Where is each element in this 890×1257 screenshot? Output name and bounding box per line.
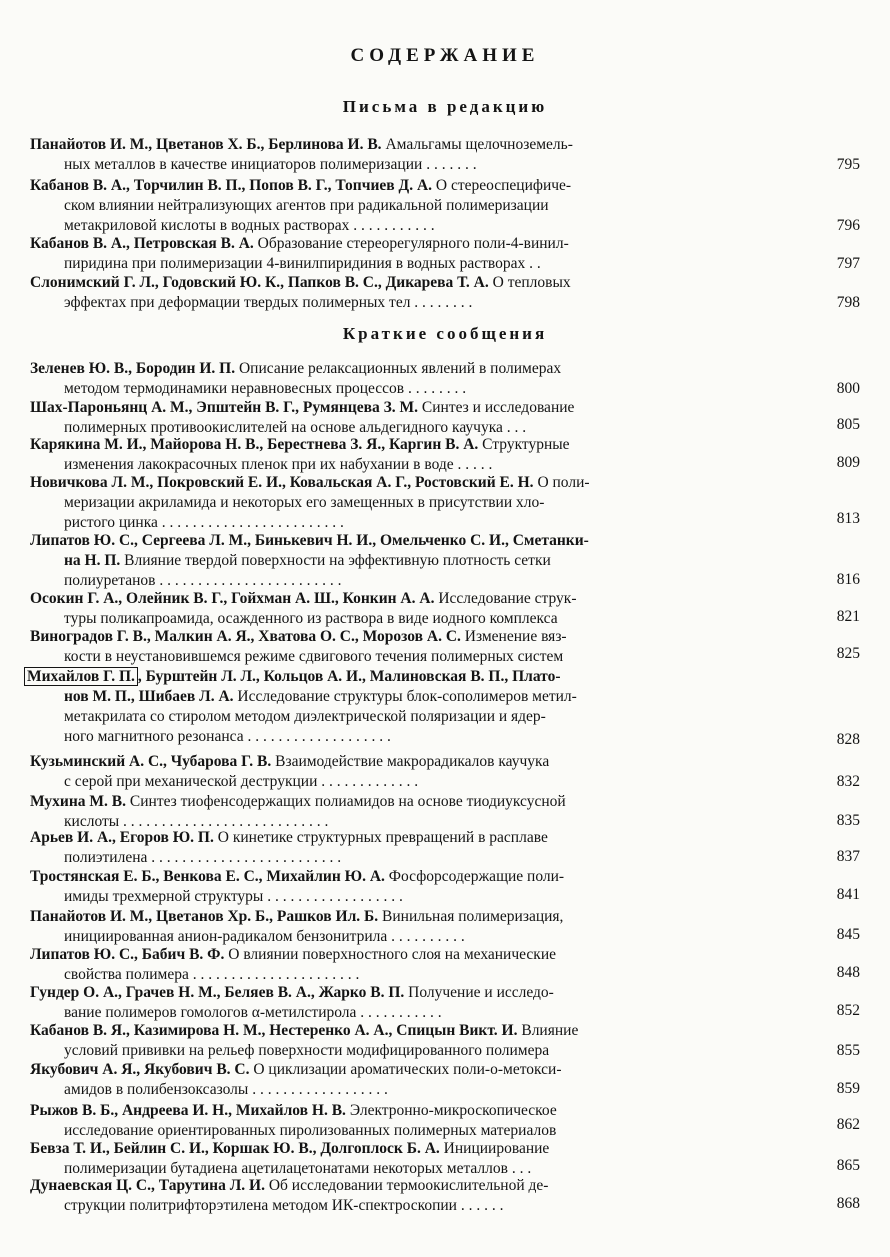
entry-authors: Слонимский Г. Л., Годовский Ю. К., Папков В. С., Дикарева Т. А. <box>30 274 489 291</box>
entry-authors: Мухина М. В. <box>30 793 127 810</box>
entry-page-number: 809 <box>836 454 860 471</box>
entry-title: Получение и исследо- <box>404 984 554 1001</box>
entry-page-number: 848 <box>836 964 860 981</box>
entry-authors: Гундер О. А., Грачев Н. М., Беляев В. А., Жарко В. П. <box>30 984 405 1001</box>
entry-page-number: 805 <box>836 416 860 433</box>
entry-title: Фосфорсодержащие поли- <box>384 868 565 885</box>
entry-page-number: 795 <box>836 156 860 173</box>
entry-page-number: 800 <box>836 380 860 397</box>
entry-page-number: 841 <box>836 886 860 903</box>
entry-title: Изменение вяз- <box>460 628 567 645</box>
entry-title-cont: вание полимеров гомологов α-метилстирола . . . . . . . . . . . <box>64 1004 442 1021</box>
entry-title-cont: меризации акриламида и некоторых его замещенных в присутствии хло- <box>64 494 545 511</box>
entry-page-number: 797 <box>836 255 860 272</box>
entry-title: Об исследовании термоокислительной де- <box>264 1177 549 1194</box>
entry-title-cont: условий прививки на рельеф поверхности модифицированного полимера <box>64 1042 550 1059</box>
entry-page-number: 832 <box>836 773 860 790</box>
entry-authors: Липатов Ю. С., Бабич В. Ф. <box>30 946 225 963</box>
entry-authors-cont: на Н. П. <box>64 552 121 569</box>
entry-title: Взаимодействие макрорадикалов каучука <box>271 753 550 770</box>
entry-page-number: 865 <box>836 1157 860 1174</box>
entry-page-number: 855 <box>836 1042 860 1059</box>
entry-title: Инициирование <box>439 1140 550 1157</box>
entry-title: Исследование структуры блок-сополимеров метил- <box>233 688 577 705</box>
entry-title: О влиянии поверхностного слоя на механические <box>224 946 556 963</box>
entry-page-number: 845 <box>836 926 860 943</box>
entry-title: Синтез тиофенсодержащих полиамидов на основе тиодиуксусной <box>126 793 566 810</box>
entry-authors: Бевза Т. И., Бейлин С. И., Коршак Ю. В., Долгоплоск Б. А. <box>30 1140 440 1157</box>
entry-authors: Липатов Ю. С., Сергеева Л. М., Бинькевич Н. И., Омельченко С. И., Сметанки- <box>30 532 589 549</box>
entry-title-cont: полиуретанов . . . . . . . . . . . . . . . . . . . . . . . . <box>64 572 342 589</box>
entry-title-cont: изменения лакокрасочных пленок при их набухании в воде . . . . . <box>64 456 493 473</box>
entry-title: Влияние <box>517 1022 579 1039</box>
entry-page-number: 852 <box>836 1002 860 1019</box>
entry-page-number: 859 <box>836 1080 860 1097</box>
entry-page-number: 868 <box>836 1195 860 1212</box>
entry-title: Электронно-микроскопическое <box>345 1102 557 1119</box>
entry-title: Синтез и исследование <box>418 399 575 416</box>
entry-page-number: 825 <box>836 645 860 662</box>
entry-title-cont: кости в неустановившемся режиме сдвигового течения полимерных систем <box>64 648 564 665</box>
entry-title-cont: амидов в полибензоксазолы . . . . . . . . . . . . . . . . . . <box>64 1081 388 1098</box>
entry-title-cont: полиэтилена . . . . . . . . . . . . . . . . . . . . . . . . . <box>64 849 342 866</box>
entry-title-cont: полимеризации бутадиена ацетилацетонатами некоторых металлов . . . <box>64 1160 532 1177</box>
entry-page-number: 862 <box>836 1116 860 1133</box>
entry-title-cont: исследование ориентированных пиролизованных полимерных материалов <box>64 1122 557 1139</box>
entry-title: Структурные <box>478 436 570 453</box>
entry-title: Образование стереорегулярного поли-4-винил- <box>253 235 569 252</box>
entry-authors: Тростянская Е. Б., Венкова Е. С., Михайлин Ю. А. <box>30 868 385 885</box>
entry-title: О циклизации ароматических поли-о-метокси- <box>249 1061 562 1078</box>
entry-authors: Кабанов В. А., Торчилин В. П., Попов В. Г., Топчиев Д. А. <box>30 177 433 194</box>
entry-authors: Новичкова Л. М., Покровский Е. И., Ковальская А. Г., Ростовский Е. Н. <box>30 474 534 491</box>
entry-page-number: 835 <box>836 812 860 829</box>
entry-title-cont: метакриловой кислоты в водных растворах . . . . . . . . . . . <box>64 217 435 234</box>
entry-authors-highlighted: Михайлов Г. П. <box>24 667 138 686</box>
entry-title-cont: струкции политрифторэтилена методом ИК-спектроскопии . . . . . . <box>64 1197 504 1214</box>
entry-authors: Дунаевская Ц. С., Тарутина Л. И. <box>30 1177 265 1194</box>
entry-title-cont: с серой при механической деструкции . . . . . . . . . . . . . <box>64 773 419 790</box>
entry-title-cont: эффектах при деформации твердых полимерных тел . . . . . . . . <box>64 294 473 311</box>
page-title: СОДЕРЖАНИЕ <box>350 45 540 66</box>
entry-authors: Панайотов И. М., Цветанов Х. Б., Берлинова И. В. <box>30 136 382 153</box>
entry-title-cont: ском влиянии нейтрализующих агентов при радикальной полимеризации <box>64 197 549 214</box>
entry-title-cont: свойства полимера . . . . . . . . . . . . . . . . . . . . . . <box>64 966 360 983</box>
entry-title-cont: туры поликапроамида, осажденного из раствора в виде иодного комплекса <box>64 610 558 627</box>
entry-title: Влияние твердой поверхности на эффективную плотность сетки <box>120 552 551 569</box>
entry-authors: Рыжов В. Б., Андреева И. Н., Михайлов Н. В. <box>30 1102 346 1119</box>
entry-title: Винильная полимеризация, <box>378 908 564 925</box>
entry-title-cont: ных металлов в качестве инициаторов полимеризации . . . . . . . <box>64 156 477 173</box>
entry-authors: Осокин Г. А., Олейник В. Г., Гойхман А. Ш., Конкин А. А. <box>30 590 435 607</box>
entry-title-cont: кислоты . . . . . . . . . . . . . . . . . . . . . . . . . . . <box>64 813 329 830</box>
entry-authors: Арьев И. А., Егоров Ю. П. <box>30 829 214 846</box>
entry-authors: Якубович А. Я., Якубович В. С. <box>30 1061 250 1078</box>
entry-page-number: 828 <box>836 731 860 748</box>
entry-title-cont: ристого цинка . . . . . . . . . . . . . . . . . . . . . . . . <box>64 514 344 531</box>
entry-page-number: 821 <box>836 608 860 625</box>
entry-authors-cont: , Бурштейн Л. Л., Кольцов А. И., Малиновская В. П., Плато- <box>137 668 561 685</box>
entry-authors: Кузьминский А. С., Чубарова Г. В. <box>30 753 272 770</box>
entry-title-cont: полимерных противоокислителей на основе альдегидного каучука . . . <box>64 419 527 436</box>
entry-title: О поли- <box>533 474 590 491</box>
entry-page-number: 796 <box>836 217 860 234</box>
entry-title: Описание релаксационных явлений в полимерах <box>235 360 562 377</box>
entry-authors: Зеленев Ю. В., Бородин И. П. <box>30 360 236 377</box>
entry-title: О тепловых <box>488 274 571 291</box>
entry-title-cont: инициированная анион-радикалом бензонитрила . . . . . . . . . . <box>64 928 465 945</box>
section-heading-short-reports: Краткие сообщения <box>342 324 548 343</box>
entry-page-number: 813 <box>836 510 860 527</box>
entry-page-number: 816 <box>836 571 860 588</box>
entry-title: Исследование струк- <box>434 590 577 607</box>
entry-authors: Шах-Пароньянц А. М., Эпштейн В. Г., Румянцева З. М. <box>30 399 419 416</box>
entry-authors-cont: нов М. П., Шибаев Л. А. <box>64 688 234 705</box>
entry-title-cont: методом термодинамики неравновесных процессов . . . . . . . . <box>64 380 467 397</box>
entry-title: О кинетике структурных превращений в расплаве <box>213 829 548 846</box>
entry-authors: Панайотов И. М., Цветанов Хр. Б., Рашков Ил. Б. <box>30 908 379 925</box>
entry-title-cont: ного магнитного резонанса . . . . . . . . . . . . . . . . . . . <box>64 728 391 745</box>
section-heading-letters: Письма в редакцию <box>342 97 548 116</box>
entry-title: Амальгамы щелочноземель- <box>381 136 573 153</box>
entry-title-cont: метакрилата со стиролом методом диэлектрической поляризации и ядер- <box>64 708 546 725</box>
entry-authors: Карякина М. И., Майорова Н. В., Берестнева З. Я., Каргин В. А. <box>30 436 479 453</box>
entry-authors: Виноградов Г. В., Малкин А. Я., Хватова О. С., Морозов А. С. <box>30 628 461 645</box>
entry-title-cont: пиридина при полимеризации 4-винилпиридиния в водных растворах . . <box>64 255 541 272</box>
entry-title: О стереоспецифиче- <box>432 177 572 194</box>
entry-authors: Кабанов В. А., Петровская В. А. <box>30 235 254 252</box>
entry-title-cont: имиды трехмерной структуры . . . . . . . . . . . . . . . . . . <box>64 888 403 905</box>
entry-page-number: 798 <box>836 294 860 311</box>
entry-page-number: 837 <box>836 848 860 865</box>
entry-authors: Кабанов В. Я., Казимирова Н. М., Нестеренко А. А., Спицын Викт. И. <box>30 1022 518 1039</box>
